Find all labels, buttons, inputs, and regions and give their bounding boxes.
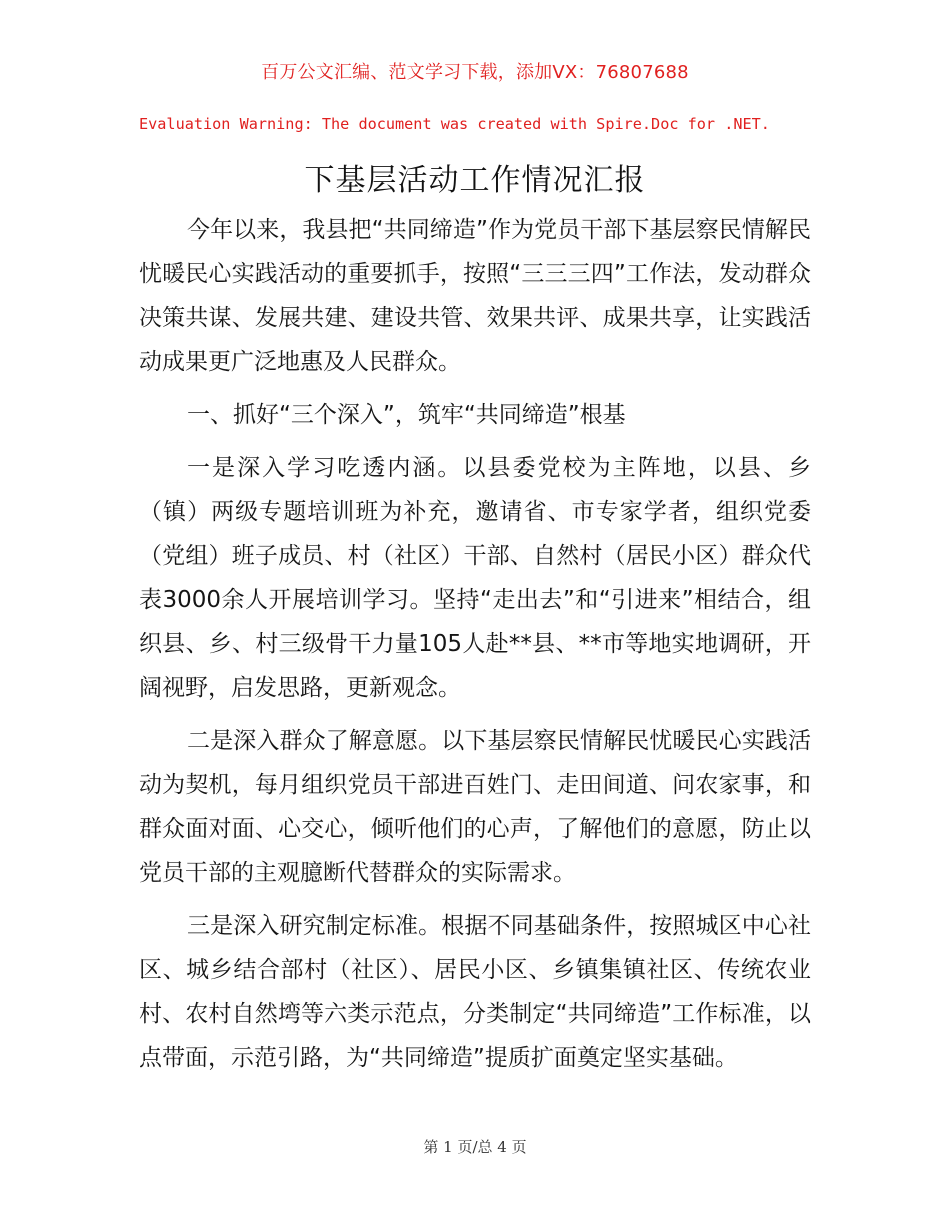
page-number-footer: 第 1 页/总 4 页 [423,1138,527,1156]
paragraph-intro: 今年以来，我县把“共同缔造”作为党员干部下基层察民情解民忧暖民心实践活动的重要抓手，按照“三三三四”工作法，发动群众决策共谋、发展共建、建设共管、效果共评、成果共享，让实践活动成果更广泛地惠及人民群众。 [139,217,811,375]
document-title: 下基层活动工作情况汇报 [304,163,646,198]
header-banner: 百万公文汇编、范文学习下载，添加VX：76807688 [261,62,689,83]
paragraph-study: 一是深入学习吃透内涵。以县委党校为主阵地，以县、乡（镇）两级专题培训班为补充，邀请省、市专家学者，组织党委（党组）班子成员、村（社区）干部、自然村（居民小区）群众代表3000余人开展培训学习。坚持“走出去”和“引进来”相结合，组织县、乡、村三级骨干力量105人赴**县、**市等地实地调研，开阔视野，启发思路，更新观念。 [139,455,811,701]
paragraph-standards: 三是深入研究制定标准。根据不同基础条件，按照城区中心社区、城乡结合部村（社区）、居民小区、乡镇集镇社区、传统农业村、农村自然塆等六类示范点，分类制定“共同缔造”工作标准，以点带面，示范引路，为“共同缔造”提质扩面奠定坚实基础。 [139,913,811,1071]
document-body [139,208,811,1089]
section-heading-1: 一、抓好“三个深入”，筑牢“共同缔造”根基 [187,402,626,428]
evaluation-warning: Evaluation Warning: The document was created with Spire.Doc for .NET. [139,115,770,133]
paragraph-masses: 二是深入群众了解意愿。以下基层察民情解民忧暖民心实践活动为契机，每月组织党员干部进百姓门、走田间道、问农家事，和群众面对面、心交心，倾听他们的心声，了解他们的意愿，防止以党员干部的主观臆断代替群众的实际需求。 [139,728,811,886]
